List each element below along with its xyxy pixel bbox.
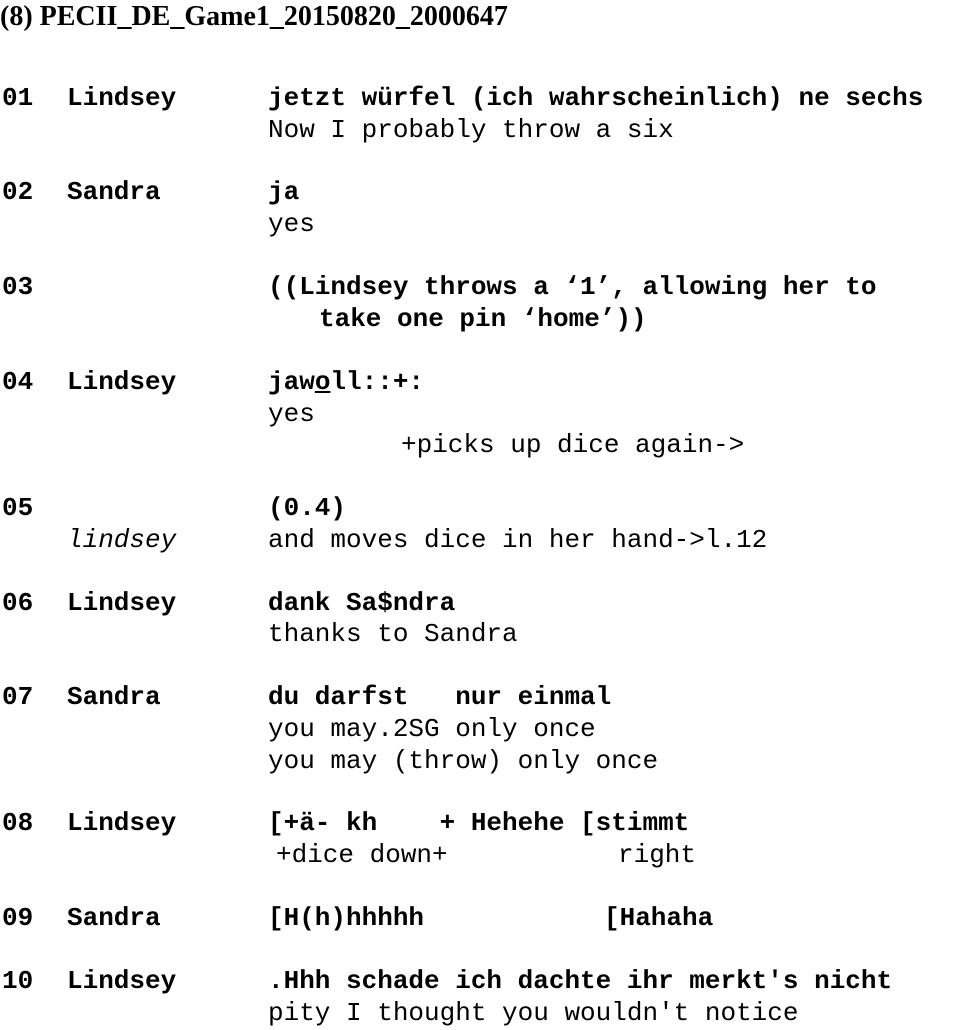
- line-number: 04: [2, 367, 34, 397]
- gloss: right: [618, 840, 697, 870]
- gloss: yes: [268, 209, 315, 239]
- gloss: Now I probably throw a six: [268, 115, 674, 145]
- transcript-title: (8) PECII_DE_Game1_20150820_2000647: [0, 1, 508, 32]
- speaker-name: Lindsey: [67, 588, 177, 618]
- utterance: ja: [268, 177, 300, 207]
- line-number: 10: [2, 966, 34, 996]
- speaker-name: Lindsey: [67, 808, 177, 838]
- speaker-name: Sandra: [67, 177, 161, 207]
- speaker-name: Lindsey: [67, 966, 177, 996]
- line-number: 07: [2, 682, 34, 712]
- gloss: thanks to Sandra: [268, 619, 518, 649]
- gloss: you may.2SG only once: [268, 714, 596, 744]
- line-number: 09: [2, 903, 34, 933]
- action-description: ((Lindsey throws a ‘1’, allowing her to: [268, 272, 877, 302]
- gloss: pity I thought you wouldn't notice: [268, 998, 799, 1028]
- embodied-action: +picks up dice again->: [401, 430, 745, 460]
- utterance: dank Sa$ndra: [268, 588, 456, 618]
- utterance: du darfst nur einmal: [268, 682, 612, 712]
- utterance: [268, 366, 424, 398]
- line-number: 06: [2, 588, 34, 618]
- utterance: [+ä- kh + Hehehe [stimmt: [268, 808, 690, 838]
- utterance: [H(h)hhhhh: [268, 903, 425, 933]
- pause: (0.4): [268, 493, 347, 523]
- translation: you may (throw) only once: [268, 746, 659, 776]
- speaker-name: Sandra: [67, 903, 161, 933]
- utterance: .Hhh schade ich dachte ihr merkt's nicht: [268, 966, 893, 996]
- line-number: 03: [2, 272, 34, 302]
- utterance: jetzt würfel (ich wahrscheinlich) ne sechs: [268, 83, 924, 113]
- line-number: 08: [2, 808, 34, 838]
- utterance-part: ll::+:: [330, 367, 425, 397]
- speaker-name: lindsey: [67, 525, 177, 555]
- speaker-name: Lindsey: [67, 367, 177, 397]
- embodied-action: +dice down+: [276, 840, 448, 870]
- speaker-name: Sandra: [67, 682, 161, 712]
- gloss: yes: [268, 399, 315, 429]
- speaker-name: Lindsey: [67, 83, 177, 113]
- line-number: 02: [2, 177, 34, 207]
- line-number: 05: [2, 493, 34, 523]
- embodied-action: and moves dice in her hand->l.12: [268, 525, 768, 555]
- utterance-part: jaw: [268, 367, 315, 397]
- line-number: 01: [2, 83, 34, 113]
- overlapping-utterance: [Hahaha: [604, 903, 714, 933]
- action-description-continued: take one pin ‘home’)): [319, 304, 647, 334]
- stressed-syllable: o: [314, 367, 331, 397]
